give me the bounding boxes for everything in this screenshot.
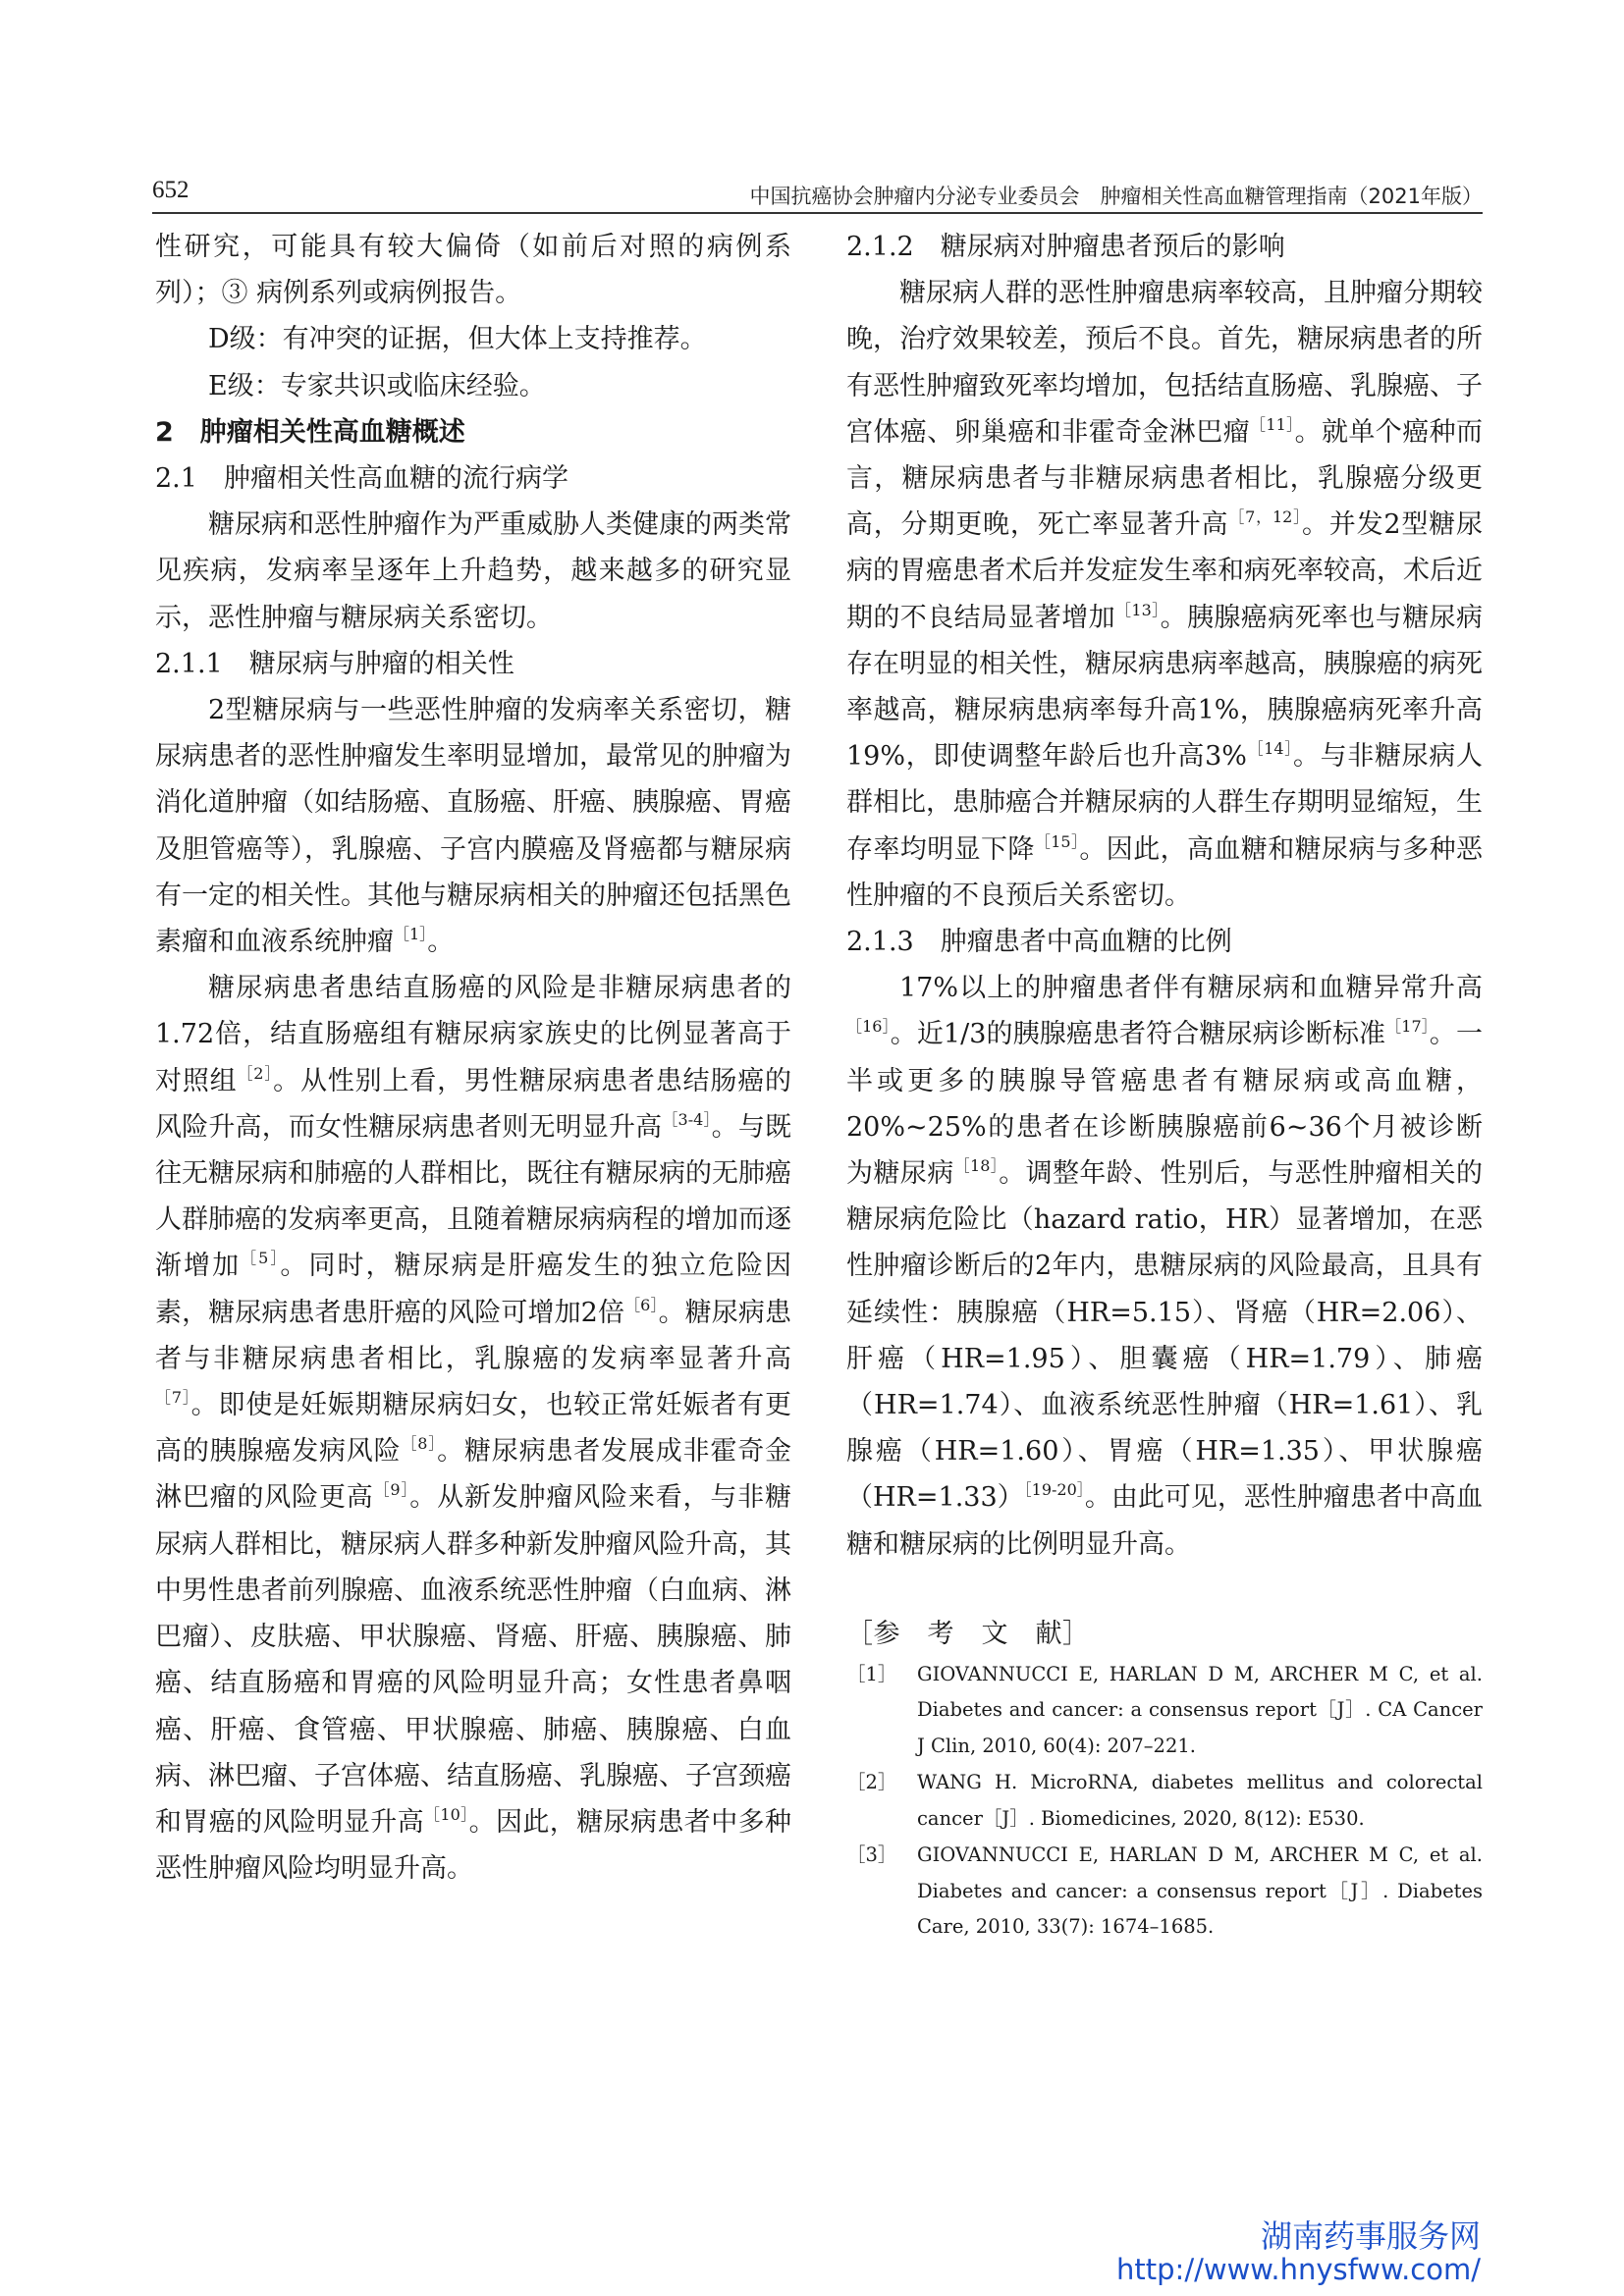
grade-e: E级：专家共识或临床经验。 bbox=[208, 370, 546, 401]
citation: ［8］ bbox=[401, 1434, 438, 1454]
references-title: ［参 考 文 献］ bbox=[846, 1618, 1090, 1649]
reference-item bbox=[846, 1657, 1483, 1765]
watermark-site-name: 湖南药事服务网 bbox=[1260, 2217, 1481, 2255]
left-column bbox=[155, 224, 791, 1892]
reference-number: ［3］ bbox=[846, 1843, 897, 1867]
section-heading-2-1-3: 2.1.3 肿瘤患者中高血糖的比例 bbox=[846, 927, 1232, 958]
citation: ［5］ bbox=[241, 1249, 281, 1268]
citation: ［7，12］ bbox=[1228, 507, 1302, 527]
paragraph-2-1-3: 17%以上的肿瘤患者伴有糖尿病和血糖异常升高$^{[16]}$。近1/3的胰腺癌患者符合糖尿病诊断标准$^{[17]}$。一半或更多的胰腺导管癌患者有糖尿病或高血糖，20%~25%的患者在诊断胰腺癌前6~36个月被诊断为糖尿病$^{[18]}$。调整年龄、性别后，与恶性肿瘤相关的糖尿病危险比（hazard ratio，HR）显著增加，在恶性肿瘤诊断后的2年内，患糖尿病的风险最高，且具有延续性：胰腺癌（HR=5.15）、肾癌（HR=2.06）、肝癌（HR=1.95）、胆囊癌（HR=1.79）、肺癌（HR=1.74）、血液系统恶性肿瘤（HR=1.61）、乳腺癌（HR=1.60）、胃癌（HR=1.35）、甲状腺癌（HR=1.33）$^{[19-20]}$。由此可见，恶性肿瘤患者中高血糖和糖尿病的比例明显升高。 bbox=[846, 973, 1484, 1560]
section-heading-2-1: 2.1 肿瘤相关性高血糖的流行病学 bbox=[155, 463, 568, 495]
paragraph-continued: 性研究，可能具有较大偏倚（如前后对照的病例系列）；③ 病例系列或病例报告。 bbox=[155, 232, 791, 309]
paragraph-2-1-2: 糖尿病人群的恶性肿瘤患病率较高，且肿瘤分期较晚，治疗效果较差，预后不良。首先，糖尿病患者的所有恶性肿瘤致死率均增加，包括结直肠癌、乳腺癌、子宫体癌、卵巢癌和非霍奇金淋巴瘤$^{[11]}$。就单个癌种而言，糖尿病患者与非糖尿病患者相比，乳腺癌分级更高，分期更晚，死亡率显著升高$^{[7,12]}$。并发2型糖尿病的胃癌患者术后并发症发生率和病死率较高，术后近期的不良结局显著增加$^{[13]}$。胰腺癌病死率也与糖尿病存在明显的相关性，糖尿病患病率越高，胰腺癌的病死率越高，糖尿病患病率每升高1%，胰腺癌病死率升高19%，即使调整年龄后也升高3%$^{[14]}$。与非糖尿病人群相比，患肺癌合并糖尿病的人群生存期明显缩短，生存率均明显下降$^{[15]}$。因此，高血糖和糖尿病与多种恶性肿瘤的不良预后关系密切。 bbox=[846, 278, 1484, 911]
reference-text: GIOVANNUCCI E, HARLAN D M, ARCHER M C, et al. Diabetes and cancer: a consensus report［J］. Diabetes Care, 2010, 33(7): 1674–1685. bbox=[917, 1843, 1483, 1939]
reference-number: ［1］ bbox=[846, 1662, 897, 1685]
citation: ［9］ bbox=[373, 1480, 410, 1500]
citation: ［7］ bbox=[155, 1388, 191, 1408]
page-number: 652 bbox=[152, 177, 189, 203]
section-heading-2-1-2: 2.1.2 糖尿病对肿瘤患者预后的影响 bbox=[846, 232, 1285, 262]
paragraph-2-1-1-a: 2型糖尿病与一些恶性肿瘤的发病率关系密切，糖尿病患者的恶性肿瘤发生率明显增加，最常见的肿瘤为消化道肿瘤（如结肠癌、直肠癌、肝癌、胰腺癌、胃癌及胆管癌等），乳腺癌、子宫内膜癌及肾癌都与糖尿病有一定的相关性。其他与糖尿病相关的肿瘤还包括黑色素瘤和血液系统肿瘤$^{[1]}$。 bbox=[155, 695, 791, 958]
right-column bbox=[846, 224, 1483, 1947]
citation: ［18］ bbox=[953, 1156, 1000, 1176]
citation: ［10］ bbox=[424, 1804, 469, 1824]
references-list bbox=[846, 1657, 1483, 1946]
paragraph-2-1: 糖尿病和恶性肿瘤作为严重威胁人类健康的两类常见疾病，发病率呈逐年上升趋势，越来越多的研究显示，恶性肿瘤与糖尿病关系密切。 bbox=[155, 509, 791, 633]
reference-text: WANG H. MicroRNA, diabetes mellitus and colorectal cancer［J］. Biomedicines, 2020, 8(12): E530. bbox=[917, 1771, 1483, 1830]
watermark-url[interactable]: http://www.hnysfww.com/ bbox=[1116, 2253, 1481, 2286]
reference-item bbox=[846, 1838, 1483, 1946]
section-heading-2: 2 肿瘤相关性高血糖概述 bbox=[155, 416, 465, 448]
citation: ［14］ bbox=[1246, 739, 1293, 759]
citation: ［6］ bbox=[624, 1295, 659, 1314]
reference-text: GIOVANNUCCI E, HARLAN D M, ARCHER M C, et al. Diabetes and cancer: a consensus report［J］. CA Cancer J Clin, 2010, 60(4): 207–221. bbox=[917, 1662, 1483, 1757]
citation: ［19-20］ bbox=[1023, 1480, 1085, 1500]
citation: ［17］ bbox=[1385, 1017, 1430, 1037]
citation: ［11］ bbox=[1250, 414, 1295, 434]
citation: ［1］ bbox=[394, 925, 428, 944]
reference-number: ［2］ bbox=[846, 1771, 897, 1794]
reference-item bbox=[846, 1765, 1483, 1837]
citation: ［13］ bbox=[1115, 600, 1161, 619]
citation: ［2］ bbox=[237, 1063, 274, 1083]
citation: ［15］ bbox=[1034, 831, 1080, 851]
running-head: 中国抗癌协会肿瘤内分泌专业委员会 肿瘤相关性高血糖管理指南（2021年版） bbox=[749, 185, 1483, 208]
section-heading-2-1-1: 2.1.1 糖尿病与肿瘤的相关性 bbox=[155, 648, 514, 679]
page-header bbox=[152, 173, 1483, 214]
citation: ［3-4］ bbox=[662, 1109, 712, 1129]
grade-d: D级：有冲突的证据，但大体上支持推荐。 bbox=[208, 324, 707, 355]
paragraph-2-1-1-b: 糖尿病患者患结直肠癌的风险是非糖尿病患者的1.72倍，结直肠癌组有糖尿病家族史的比例显著高于对照组$^{[2]}$。从性别上看，男性糖尿病患者患结肠癌的风险升高，而女性糖尿病患者则无明显升高$^{[3-4]}$。与既往无糖尿病和肺癌的人群相比，既往有糖尿病的无肺癌人群肺癌的发病率更高，且随着糖尿病病程的增加而逐渐增加$^{[5]}$。同时，糖尿病是肝癌发生的独立危险因素，糖尿病患者患肝癌的风险可增加2倍$^{[6]}$。糖尿病患者与非糖尿病患者相比，乳腺癌的发病率显著升高$^{[7]}$。即使是妊娠期糖尿病妇女，也较正常妊娠者有更高的胰腺癌发病风险$^{[8]}$。糖尿病患者发展成非霍奇金淋巴瘤的风险更高$^{[9]}$。从新发肿瘤风险来看，与非糖尿病人群相比，糖尿病人群多种新发肿瘤风险升高，其中男性患者前列腺癌、血液系统恶性肿瘤（白血病、淋巴瘤）、皮肤癌、甲状腺癌、肾癌、肝癌、胰腺癌、肺癌、结直肠癌和胃癌的风险明显升高；女性患者鼻咽癌、肝癌、食管癌、甲状腺癌、肺癌、胰腺癌、白血病、淋巴瘤、子宫体癌、结直肠癌、乳腺癌、子宫颈癌和胃癌的风险明显升高$^{[10]}$。因此，糖尿病患者中多种恶性肿瘤风险均明显升高。 bbox=[155, 973, 792, 1885]
citation: ［16］ bbox=[846, 1017, 891, 1037]
